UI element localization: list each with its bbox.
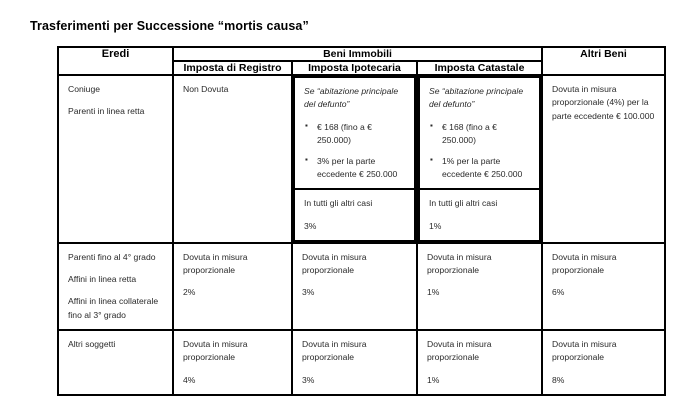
table-body xyxy=(58,75,665,395)
succession-tax-table xyxy=(57,46,666,396)
imposta-registro-label-row3: Dovuta in misura proporzionale xyxy=(183,339,248,363)
ipotecaria-conditional-block xyxy=(294,77,415,189)
list-item: ▪ 1% per la parte eccedente € 250.000 xyxy=(442,155,530,181)
altri-beni-label-row3: Dovuta in misura proporzionale xyxy=(552,339,617,363)
ipotecaria-otherwise-block xyxy=(294,189,415,241)
ipotecaria-bullet-list xyxy=(304,121,405,182)
cell-imposta-ipotecaria-row2 xyxy=(292,243,417,330)
eredi-line-altri-soggetti: Altri soggetti xyxy=(68,339,116,350)
imposta-ipotecaria-value-row3: 3% xyxy=(302,374,315,385)
eredi-line-coniuge: Coniuge xyxy=(68,84,101,94)
catastale-otherwise-block xyxy=(419,189,540,241)
cell-altri-beni-row3 xyxy=(542,330,665,395)
catastale-otherwise-label: In tutti gli altri casi xyxy=(429,198,498,209)
list-item: ▪ € 168 (fino a € 250.000) xyxy=(442,121,530,147)
cell-eredi-row1 xyxy=(58,75,173,243)
catastale-otherwise-value: 1% xyxy=(429,220,442,231)
catastale-conditional-block xyxy=(419,77,540,189)
cell-imposta-registro-row3 xyxy=(173,330,292,395)
imposta-registro-value-row1: Non Dovuta xyxy=(183,84,229,94)
table-row xyxy=(58,75,665,243)
cell-imposta-registro-row1 xyxy=(173,75,292,243)
imposta-registro-value-row3: 4% xyxy=(183,374,196,385)
page-title: Trasferimenti per Successione “mortis causa” xyxy=(30,19,309,33)
cell-imposta-registro-row2 xyxy=(173,243,292,330)
cell-imposta-catastale-row3 xyxy=(417,330,542,395)
nested-catastale-row1 xyxy=(418,76,541,242)
imposta-registro-value-row2: 2% xyxy=(183,287,196,298)
catastale-bullet-list xyxy=(429,121,530,182)
eredi-line-parenti-retta: Parenti in linea retta xyxy=(68,106,145,117)
header-eredi: Eredi xyxy=(58,47,173,75)
altri-beni-label-row2: Dovuta in misura proporzionale xyxy=(552,251,617,276)
ipotecaria-condition-text: Se “abitazione principale del defunto” xyxy=(304,86,399,110)
ipotecaria-otherwise-label: In tutti gli altri casi xyxy=(304,198,373,209)
eredi-line-parenti-4grado: Parenti fino al 4° grado xyxy=(68,251,156,262)
list-item: ▪ € 168 (fino a € 250.000) xyxy=(317,121,405,147)
cell-imposta-catastale-row2 xyxy=(417,243,542,330)
imposta-catastale-value-row2: 1% xyxy=(427,287,440,298)
header-row-top xyxy=(58,47,665,61)
ipotecaria-otherwise-value: 3% xyxy=(304,220,317,231)
cell-eredi-row3 xyxy=(58,330,173,395)
cell-imposta-ipotecaria-row1 xyxy=(292,75,417,243)
imposta-catastale-value-row3: 1% xyxy=(427,374,440,385)
catastale-condition-text: Se “abitazione principale del defunto” xyxy=(429,86,524,110)
eredi-line-affini-retta: Affini in linea retta xyxy=(68,274,137,285)
altri-beni-value-row3: 8% xyxy=(552,374,565,385)
imposta-catastale-label-row3: Dovuta in misura proporzionale xyxy=(427,339,492,363)
nested-ipotecaria-row1 xyxy=(293,76,416,242)
header-imposta-ipotecaria: Imposta Ipotecaria xyxy=(292,61,417,75)
imposta-catastale-label-row2: Dovuta in misura proporzionale xyxy=(427,251,492,276)
table-row xyxy=(58,330,665,395)
cell-imposta-catastale-row1 xyxy=(417,75,542,243)
table-header xyxy=(58,47,665,75)
header-imposta-registro: Imposta di Registro xyxy=(173,61,292,75)
imposta-ipotecaria-label-row3: Dovuta in misura proporzionale xyxy=(302,339,367,363)
cell-eredi-row2 xyxy=(58,243,173,330)
table-row xyxy=(58,243,665,330)
list-item: ▪ 3% per la parte eccedente € 250.000 xyxy=(317,155,405,181)
cell-altri-beni-row2 xyxy=(542,243,665,330)
header-imposta-catastale: Imposta Catastale xyxy=(417,61,542,75)
altri-beni-value-row2: 6% xyxy=(552,287,565,298)
imposta-registro-label-row2: Dovuta in misura proporzionale xyxy=(183,251,248,276)
header-beni-immobili: Beni Immobili xyxy=(173,47,542,61)
cell-imposta-ipotecaria-row3 xyxy=(292,330,417,395)
altri-beni-value-row1: Dovuta in misura proporzionale (4%) per la parte eccedente € 100.000 xyxy=(552,84,655,121)
imposta-ipotecaria-value-row2: 3% xyxy=(302,287,315,298)
header-altri-beni: Altri Beni xyxy=(542,47,665,75)
imposta-ipotecaria-label-row2: Dovuta in misura proporzionale xyxy=(302,251,367,276)
eredi-line-affini-collaterale: Affini in linea collaterale fino al 3° grado xyxy=(68,296,159,320)
cell-altri-beni-row1 xyxy=(542,75,665,243)
